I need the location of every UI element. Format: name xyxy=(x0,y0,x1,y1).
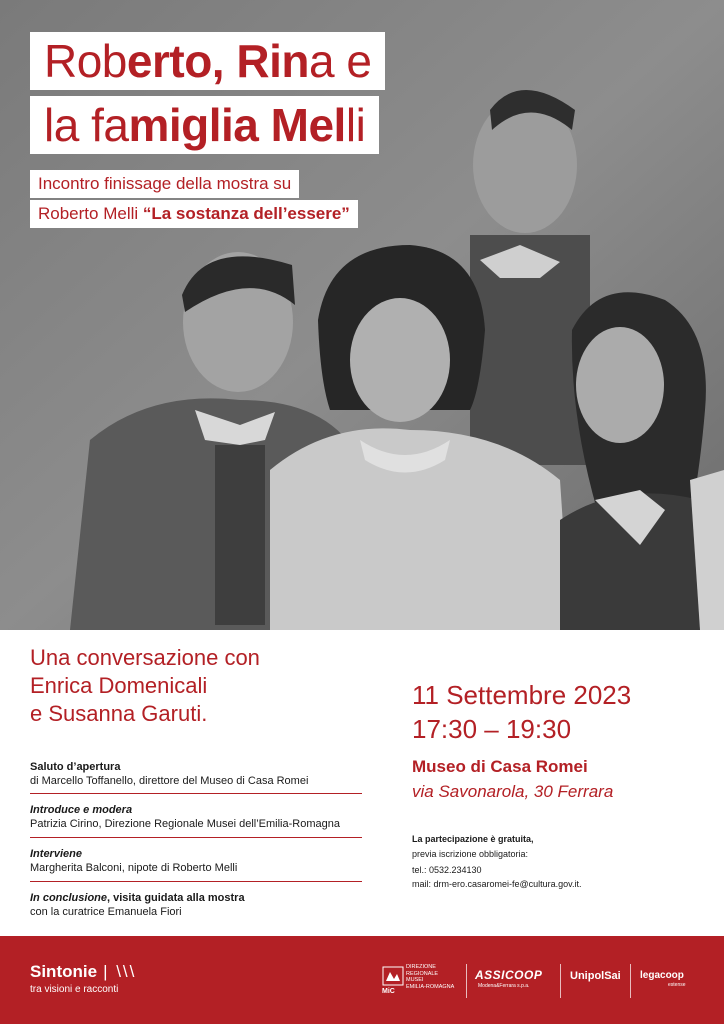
program-item-heading-rest: , visita guidata alla mostra xyxy=(107,892,245,904)
title-line-1-part-c: a e xyxy=(308,35,372,87)
program-item-conclusion xyxy=(30,891,362,919)
program-item-text: Patrizia Cirino, Direzione Regionale Musei dell’Emilia-Romagna xyxy=(30,818,340,830)
conversation-line-3: e Susanna Garuti. xyxy=(30,701,208,726)
conversation-line-1: Una conversazione con xyxy=(30,645,260,670)
footer xyxy=(0,936,724,1024)
conversation-heading xyxy=(30,644,370,728)
divider xyxy=(30,793,362,794)
brand-tagline: tra visioni e racconti xyxy=(30,984,119,995)
title-line-2 xyxy=(30,96,379,154)
info-free: La partecipazione è gratuita, xyxy=(412,834,534,844)
brand-name: Sintonie xyxy=(30,962,98,981)
title-line-2-part-b: miglia Mel xyxy=(128,99,346,151)
mic-logo xyxy=(382,964,464,998)
legacoop-logo: legacoop xyxy=(640,970,684,981)
footer-divider xyxy=(630,964,631,998)
divider xyxy=(30,837,362,838)
sintonie-logo xyxy=(30,962,136,982)
subtitle-line-2-bold: “La sostanza dell’essere” xyxy=(142,204,350,223)
subtitle-line-2-plain: Roberto Melli xyxy=(38,204,143,223)
footer-divider xyxy=(560,964,561,998)
title-line-1 xyxy=(30,32,385,90)
program-item-heading: Saluto d’apertura xyxy=(30,761,121,773)
program-item-speaker xyxy=(30,847,362,875)
subtitle-line-1: Incontro finissage della mostra su xyxy=(30,170,299,198)
divider xyxy=(30,881,362,882)
program-item-heading: Introduce e modera xyxy=(30,804,133,816)
title-line-1-part-b: erto, Rin xyxy=(126,35,309,87)
program-item-text: con la curatrice Emanuela Fiori xyxy=(30,906,182,918)
event-time: 17:30 – 19:30 xyxy=(412,714,572,744)
footer-divider xyxy=(466,964,467,998)
event-date: 11 Settembre 2023 xyxy=(412,680,632,710)
title-line-1-part-a: Rob xyxy=(44,35,127,87)
brand-slashes: | \\\ xyxy=(103,962,137,981)
program-item-opening xyxy=(30,760,362,788)
conversation-line-2: Enrica Domenicali xyxy=(30,673,208,698)
info-registration: previa iscrizione obbligatoria: xyxy=(412,849,529,859)
event-venue: Museo di Casa Romei xyxy=(412,757,588,776)
program-item-heading: In conclusione xyxy=(30,892,108,904)
info-phone[interactable]: tel.: 0532.234130 xyxy=(412,865,482,875)
event-address: via Savonarola, 30 Ferrara xyxy=(412,782,614,801)
title-line-2-part-c: li xyxy=(345,99,366,151)
legacoop-subtitle: estense xyxy=(668,982,686,988)
title-line-2-part-a: la fa xyxy=(44,99,129,151)
assicoop-logo: ASSICOOP xyxy=(475,968,543,982)
program-item-text: Margherita Balconi, nipote di Roberto Melli xyxy=(30,862,238,874)
mic-text: DIREZIONE REGIONALE MUSEI EMILIA-ROMAGNA xyxy=(406,964,455,990)
assicoop-subtitle: Modena&Ferrara s.p.a. xyxy=(478,983,530,989)
program-item-moderator xyxy=(30,803,362,831)
program-item-text: di Marcello Toffanello, direttore del Museo di Casa Romei xyxy=(30,775,309,787)
mic-label: MiC xyxy=(382,988,395,995)
program-item-heading: Interviene xyxy=(30,848,82,860)
unipolsai-logo: UnipolSai xyxy=(570,970,621,982)
subtitle-line-2 xyxy=(30,200,358,228)
info-email[interactable]: mail: drm-ero.casaromei-fe@cultura.gov.it. xyxy=(412,879,582,889)
